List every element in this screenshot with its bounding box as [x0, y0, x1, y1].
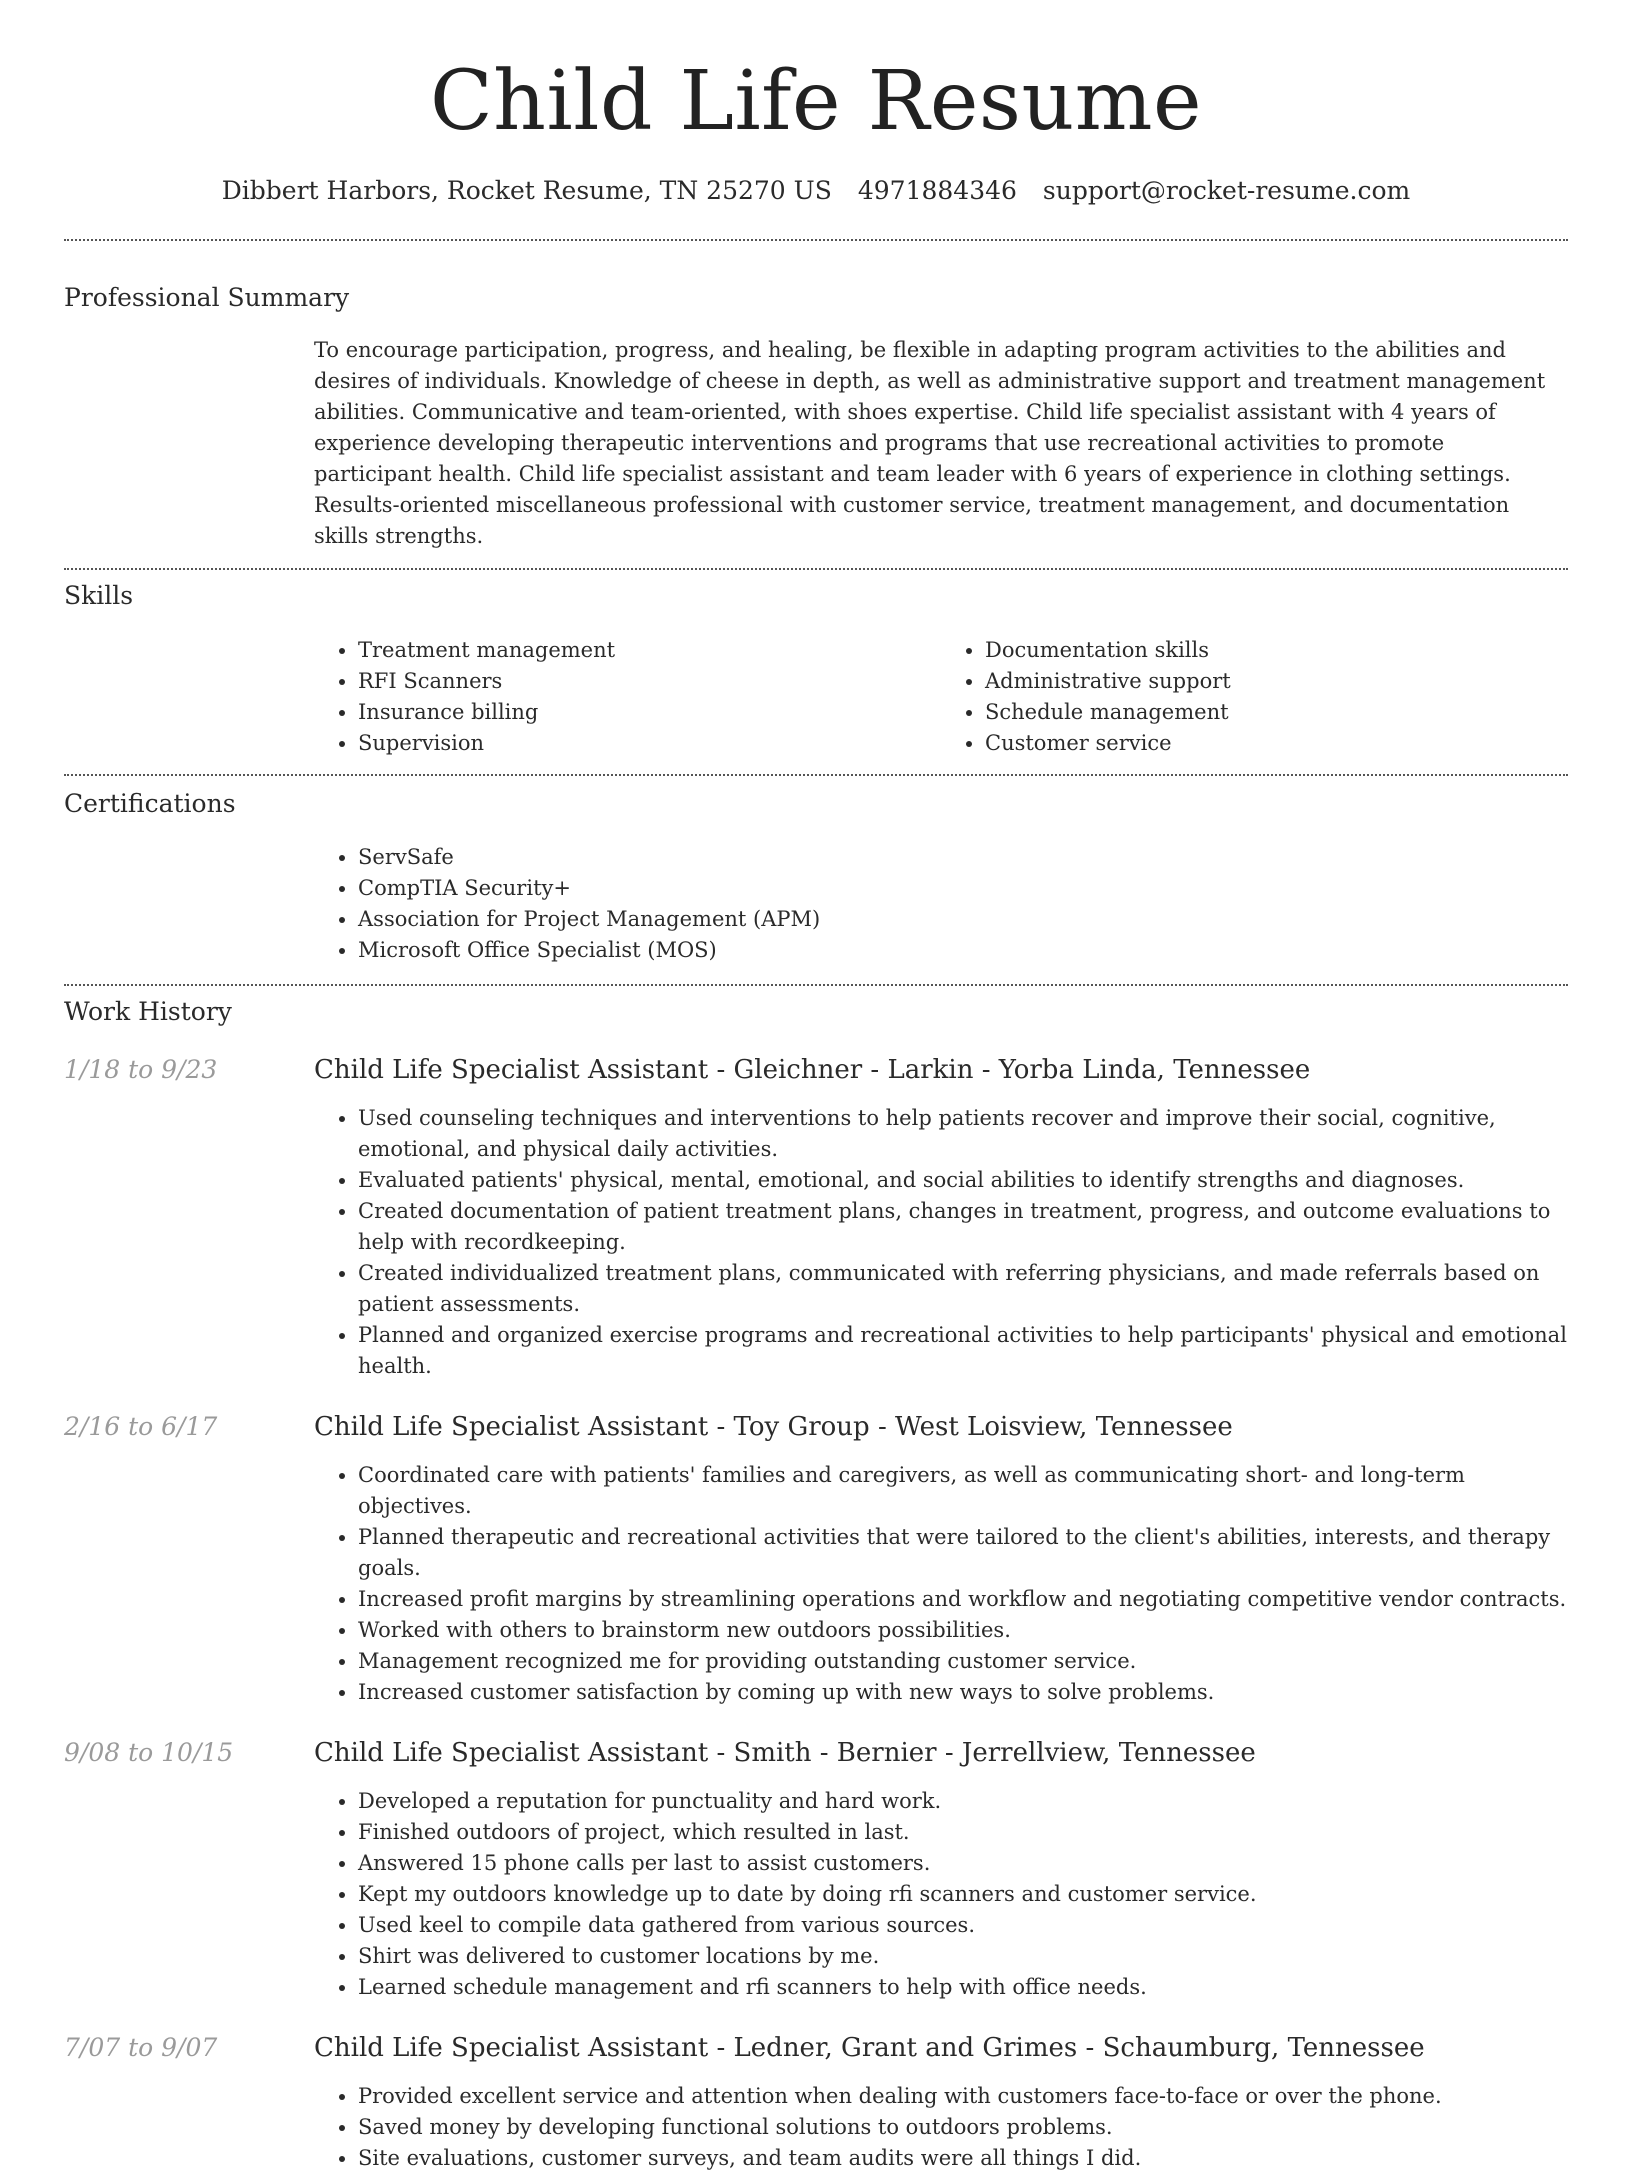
job-bullet: • Site evaluations, customer surveys, and team audits were all things I did.	[358, 2143, 1568, 2174]
job-bullets	[314, 1460, 1568, 1708]
job-bullet: • Evaluated patients' physical, mental, emotional, and social abilities to identify strengths and diagnoses.	[358, 1165, 1568, 1196]
contact-phone: 4971884346	[857, 176, 1017, 205]
job-bullet: • Increased profit margins by streamlining operations and workflow and negotiating competitive vendor contracts.	[358, 1584, 1568, 1615]
skills-column-left	[314, 635, 941, 759]
job-bullet: • Used counseling techniques and interventions to help patients recover and improve their social, cognitive, emotional, and physical daily activities.	[358, 1103, 1568, 1165]
job-bullet: • Created documentation of patient treatment plans, changes in treatment, progress, and outcome evaluations to help with recordkeeping.	[358, 1196, 1568, 1258]
skill-item: • Administrative support	[985, 666, 1568, 697]
job-entry	[64, 1738, 1568, 2003]
job-bullet: • Increased customer satisfaction by coming up with new ways to solve problems.	[358, 1677, 1568, 1708]
job-bullet: • Management recognized me for providing outstanding customer service.	[358, 1646, 1568, 1677]
skills-list	[314, 635, 1568, 759]
job-bullet: • Answered 15 phone calls per last to assist customers.	[358, 1848, 1568, 1879]
resume-title: Child Life Resume	[429, 54, 1203, 149]
job-dates: 9/08 to 10/15	[64, 1738, 234, 1767]
job-bullet: • Coordinated care with patients' families and caregivers, as well as communicating short- and long-term objectives.	[358, 1460, 1568, 1522]
job-bullet: • Finished outdoors of project, which resulted in last.	[358, 1817, 1568, 1848]
skill-item: • Schedule management	[985, 697, 1568, 728]
contact-address: Dibbert Harbors, Rocket Resume, TN 25270 US	[221, 176, 832, 205]
skill-item: • Documentation skills	[985, 635, 1568, 666]
job-bullet: • Used keel to compile data gathered from various sources.	[358, 1910, 1568, 1941]
contact-email[interactable]: support@rocket-resume.com	[1042, 176, 1411, 205]
job-entry	[64, 1055, 1568, 1382]
job-bullets	[314, 1103, 1568, 1382]
job-bullets	[314, 1786, 1568, 2003]
certifications-list	[314, 842, 1568, 966]
job-title: Child Life Specialist Assistant - Ledner, Grant and Grimes - Schaumburg, Tennessee	[314, 2033, 1425, 2063]
section-title-skills: Skills	[64, 581, 134, 610]
job-bullet: • Developed a reputation for punctuality and hard work.	[358, 1786, 1568, 1817]
job-bullet: • Planned therapeutic and recreational activities that were tailored to the client's abilities, interests, and therapy goals.	[358, 1522, 1568, 1584]
certification-item: • Association for Project Management (APM)	[358, 904, 1568, 935]
section-title-certifications: Certifications	[64, 789, 236, 818]
resume-page	[64, 0, 1568, 2174]
divider	[64, 239, 1568, 241]
job-bullet: • Learned schedule management and rfi scanners to help with office needs.	[358, 1972, 1568, 2003]
job-bullet: • Planned and organized exercise programs and recreational activities to help participants' physical and emotional health.	[358, 1320, 1568, 1382]
job-bullet: • Shirt was delivered to customer locations by me.	[358, 1941, 1568, 1972]
divider	[64, 774, 1568, 776]
certification-item: • CompTIA Security+	[358, 873, 1568, 904]
job-bullet: • Created individualized treatment plans, communicated with referring physicians, and made referrals based on patient assessments.	[358, 1258, 1568, 1320]
skill-item: • Treatment management	[358, 635, 941, 666]
job-bullet: • Saved money by developing functional solutions to outdoors problems.	[358, 2112, 1568, 2143]
job-bullet: • Worked with others to brainstorm new outdoors possibilities.	[358, 1615, 1568, 1646]
divider	[64, 568, 1568, 570]
summary-text: To encourage participation, progress, and healing, be flexible in adapting program activities to the abilities and desires of individuals. Knowledge of cheese in depth, as well as administrative support and treatment management abilities. Communicative and team-oriented, with shoes expertise. Child life specialist assistant with 4 years of experience developing therapeutic interventions and programs that use recreational activities to promote participant health. Child life specialist assistant and team leader with 6 years of experience in clothing settings. Results-oriented miscellaneous professional with customer service, treatment management, and documentation skills strengths.	[314, 338, 1546, 548]
skill-item: • RFI Scanners	[358, 666, 941, 697]
job-bullet: • Kept my outdoors knowledge up to date by doing rfi scanners and customer service.	[358, 1879, 1568, 1910]
job-title: Child Life Specialist Assistant - Gleichner - Larkin - Yorba Linda, Tennessee	[314, 1055, 1311, 1085]
job-entry	[64, 1412, 1568, 1708]
job-title: Child Life Specialist Assistant - Smith - Bernier - Jerrellview, Tennessee	[314, 1738, 1256, 1768]
job-entry	[64, 2033, 1568, 2174]
job-dates: 7/07 to 9/07	[64, 2033, 218, 2062]
skills-column-right	[941, 635, 1568, 759]
skill-item: • Supervision	[358, 728, 941, 759]
certification-item: • ServSafe	[358, 842, 1568, 873]
contact-line	[64, 176, 1568, 206]
skill-item: • Customer service	[985, 728, 1568, 759]
job-dates: 1/18 to 9/23	[64, 1055, 218, 1084]
job-dates: 2/16 to 6/17	[64, 1412, 218, 1441]
job-title: Child Life Specialist Assistant - Toy Group - West Loisview, Tennessee	[314, 1412, 1233, 1442]
section-title-summary: Professional Summary	[64, 283, 350, 312]
skill-item: • Insurance billing	[358, 697, 941, 728]
divider	[64, 984, 1568, 986]
section-title-work-history: Work History	[64, 997, 232, 1026]
job-bullet: • Provided excellent service and attention when dealing with customers face-to-face or over the phone.	[358, 2081, 1568, 2112]
certification-item: • Microsoft Office Specialist (MOS)	[358, 935, 1568, 966]
job-bullets	[314, 2081, 1568, 2174]
